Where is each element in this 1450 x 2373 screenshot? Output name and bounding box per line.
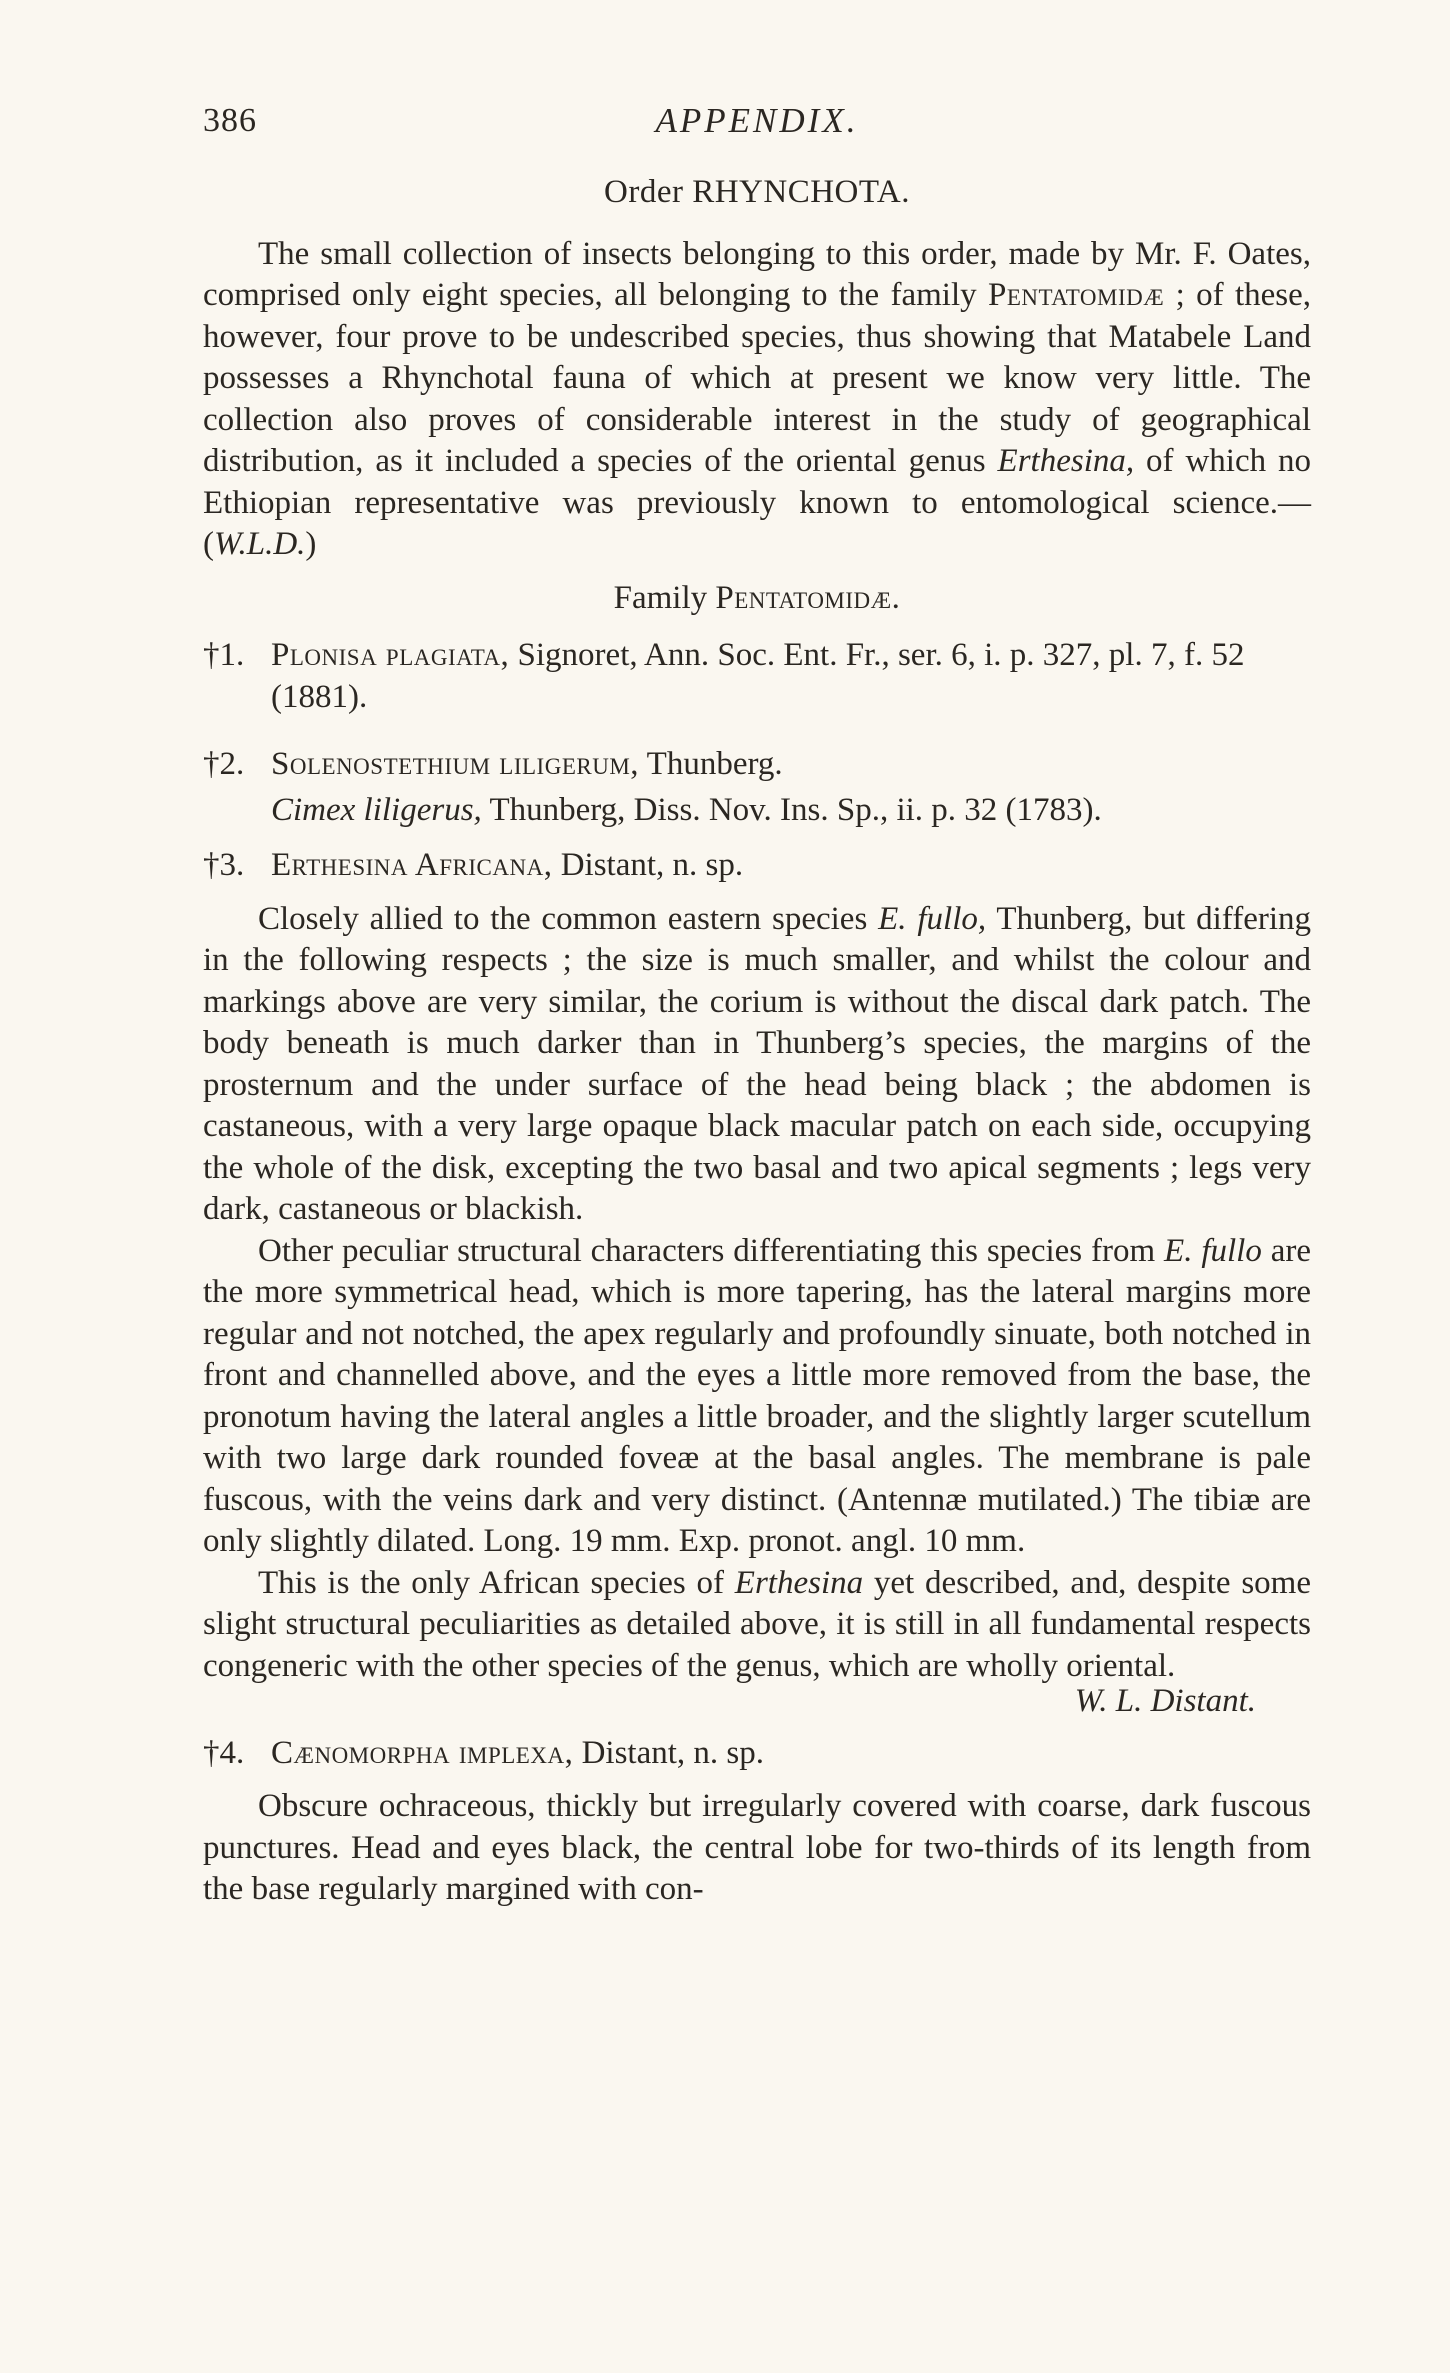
species-number: †1. bbox=[203, 637, 245, 673]
species-name: Plonisa plagiata, bbox=[271, 637, 510, 673]
description-text: yet described, and, despite some slight structural peculiarities as detailed above, it is still in all fundamental respects congeneric with the other species of the genus, which are wholly oriental. bbox=[203, 1564, 1311, 1684]
description-paragraph bbox=[203, 1231, 1311, 1563]
species-entry-4 bbox=[203, 1733, 1311, 1775]
species-number: †3. bbox=[203, 847, 245, 883]
intro-text: of which no Ethiopian representative was previously known to entomological science.—( bbox=[203, 443, 1312, 562]
description-paragraph bbox=[203, 1563, 1311, 1688]
page-number: 386 bbox=[203, 102, 257, 139]
running-title: APPENDIX. bbox=[655, 101, 859, 140]
species-reference: E. fullo bbox=[1164, 1232, 1262, 1269]
description-paragraph: Obscure ochraceous, thickly but irregularly covered with coarse, dark fuscous punctures. Head and eyes black, the central lobe for two-thirds of its length from the base regularly margined with con- bbox=[203, 1788, 1311, 1907]
family-heading-name: Pentatomidæ. bbox=[715, 579, 901, 616]
genus-name: Erthesina, bbox=[997, 443, 1135, 479]
genus-reference: Erthesina bbox=[734, 1564, 864, 1601]
species-name: Solenostethium liligerum, bbox=[271, 746, 640, 782]
species-entry-1 bbox=[203, 635, 1311, 718]
author-initials: W.L.D. bbox=[214, 526, 306, 562]
description-text: Other peculiar structural characters differentiating this species from bbox=[258, 1232, 1165, 1269]
intro-paragraph bbox=[203, 234, 1311, 566]
synonym-citation: Thunberg, Diss. Nov. Ins. Sp., ii. p. 32 (1783). bbox=[481, 791, 1102, 828]
species-number: †4. bbox=[203, 1734, 245, 1771]
description-text: Thunberg, but differing in the following respects ; the size is much smaller, and whilst the colour and markings above are very similar, the corium is without the discal dark patch. The body beneath is much darker than in Thunberg’s species, the margins of the prosternum and the under surface of the head being black ; the abdomen is castaneous, with a very large opaque black macular patch on each side, occupying the whole of the disk, excepting the two basal and two apical segments ; legs very dark, castaneous or blackish. bbox=[203, 900, 1311, 1227]
species-citation: Distant, n. sp. bbox=[552, 847, 744, 883]
species-name: Erthesina Africana, bbox=[271, 847, 553, 883]
intro-text: ) bbox=[305, 526, 317, 562]
description-text: are the more symmetrical head, which is more tapering, has the lateral margins more regular and not notched, the apex regularly and profoundly sinuate, both notched in front and channelled above, and the eyes a little more removed from the base, the pronotum having the lateral angles a little broader, and the slightly larger scutellum with two large dark rounded foveæ at the basal angles. The membrane is pale fuscous, with the veins dark and very distinct. (Antennæ mutilated.) The tibiæ are only slightly dilated. Long. 19 mm. Exp. pronot. angl. 10 mm. bbox=[203, 1232, 1311, 1559]
synonym-name: Cimex liligerus, bbox=[271, 791, 482, 828]
order-heading: Order RHYNCHOTA. bbox=[604, 174, 910, 210]
species-number: †2. bbox=[203, 746, 245, 782]
species-citation: Distant, n. sp. bbox=[573, 1734, 764, 1771]
intro-text: ; of these, however, four prove to be undescribed species, thus showing that Matabele Land possesses a Rhynchotal fauna of which at present we know very little. The collection also proves of considerable interest in the study of geographical distribution, as it included a species of the oriental genus bbox=[203, 277, 1311, 479]
description-text: This is the only African species of bbox=[258, 1564, 735, 1601]
author-signature: W. L. Distant. bbox=[1074, 1683, 1256, 1719]
family-heading bbox=[203, 578, 1311, 620]
species-citation: Thunberg. bbox=[639, 746, 783, 782]
species-name: Cænomorpha implexa, bbox=[271, 1734, 574, 1771]
description-text: Closely allied to the common eastern species bbox=[258, 900, 879, 937]
description-paragraph bbox=[203, 899, 1311, 1231]
intro-text: The small collection of insects belonging to this order, made by Mr. F. Oates, comprised only eight species, all belonging to the family bbox=[203, 235, 1311, 313]
running-head bbox=[203, 100, 1311, 150]
synonym-entry bbox=[203, 790, 1311, 832]
species-entry-2 bbox=[203, 744, 1311, 786]
species-citation: Signoret, Ann. Soc. Ent. Fr., ser. 6, i. p. 327, pl. 7, f. 52 (1881). bbox=[271, 637, 1245, 715]
species-reference: E. fullo, bbox=[878, 900, 987, 937]
family-name: Pentatomidæ bbox=[988, 277, 1165, 313]
family-heading-prefix: Family bbox=[613, 579, 716, 616]
book-page bbox=[203, 100, 1311, 1911]
species-entry-3 bbox=[203, 845, 1311, 887]
